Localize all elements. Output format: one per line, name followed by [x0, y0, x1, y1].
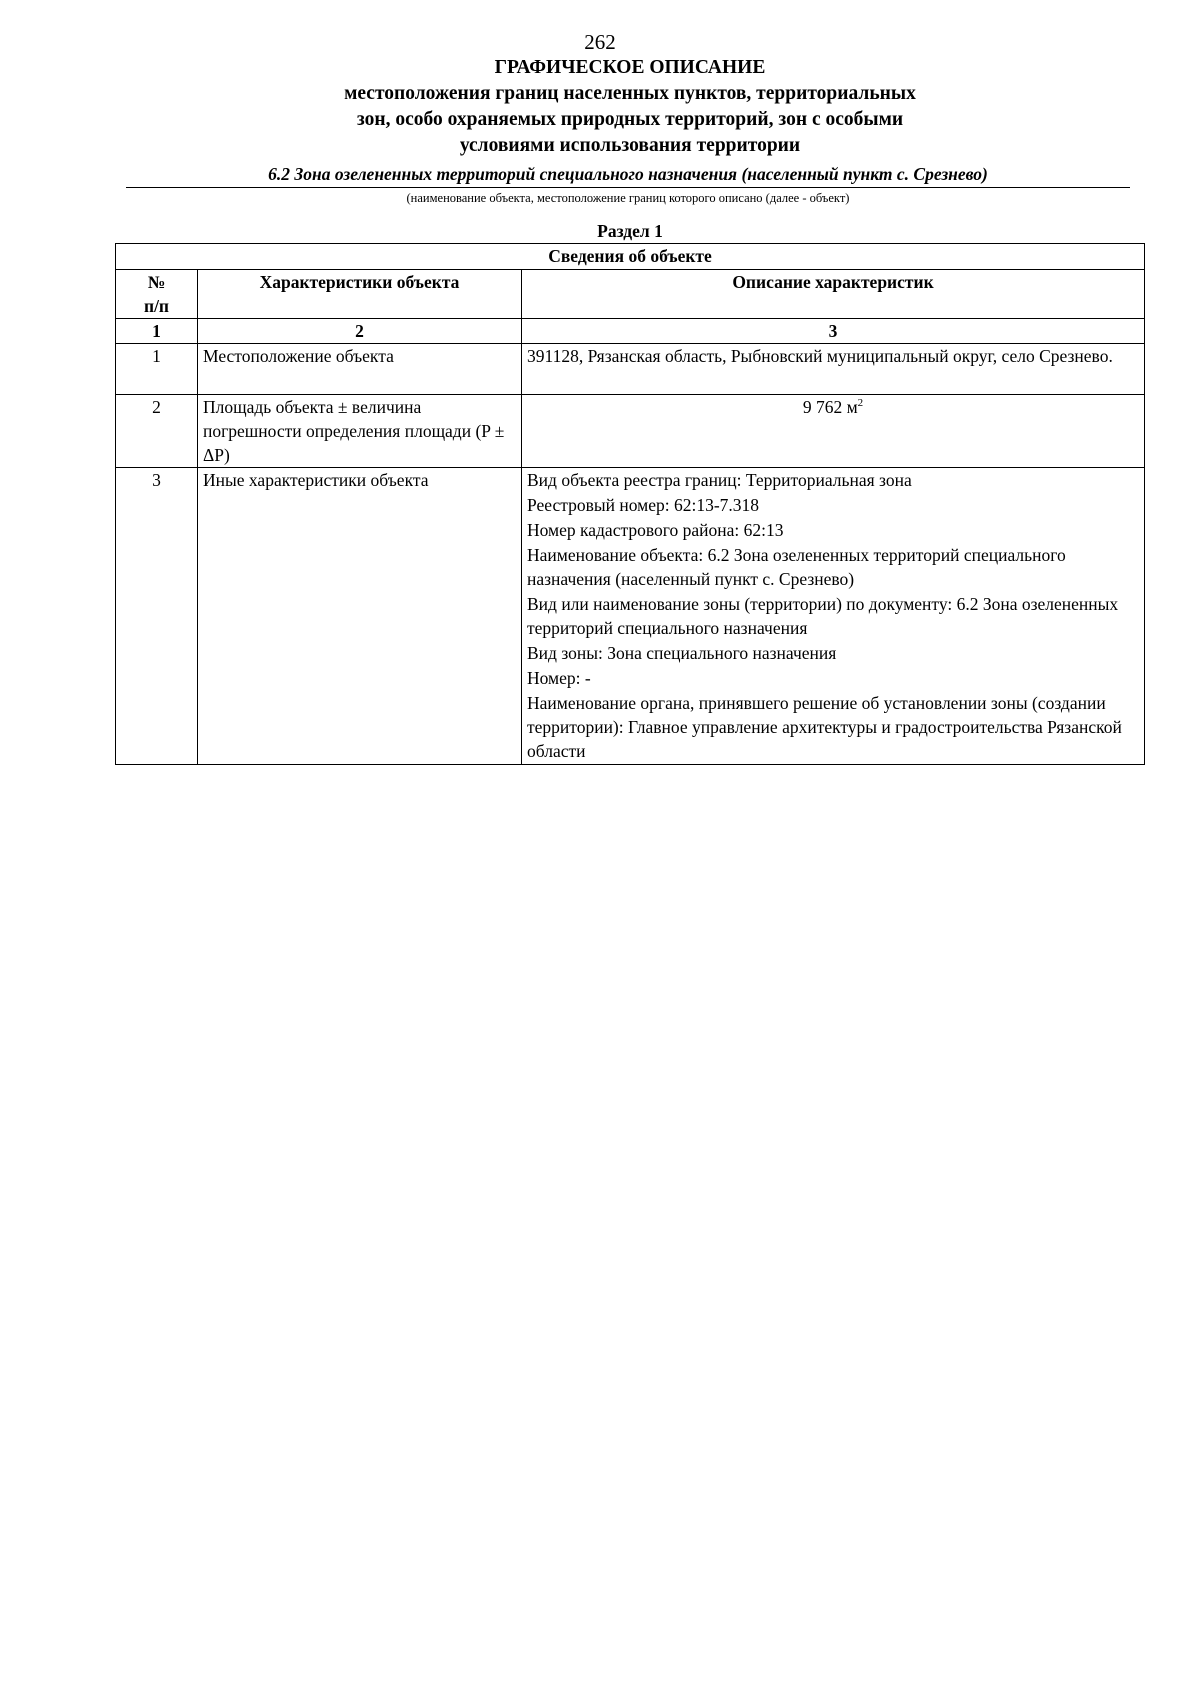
row-description: [522, 395, 1145, 468]
column-number: 3: [522, 319, 1145, 344]
column-number: 2: [198, 319, 522, 344]
area-unit-exponent: 2: [857, 397, 864, 410]
title-line: местоположения границ населенных пунктов, территориальных: [344, 83, 916, 104]
header-num: [116, 270, 198, 319]
description-item: Номер: -: [527, 668, 591, 688]
area-value: 9 762 м: [802, 397, 858, 417]
row-characteristic: Местоположение объекта: [198, 344, 522, 395]
description-item: Вид объекта реестра границ: Территориальная зона: [527, 470, 912, 490]
table-caption: Сведения об объекте: [116, 244, 1145, 270]
title-line: условиями использования территории: [459, 135, 801, 156]
title-main: ГРАФИЧЕСКОЕ ОПИСАНИЕ: [494, 57, 766, 78]
table-header-row: [116, 270, 1145, 319]
title-line: зон, особо охраняемых природных территорий, зон с особыми: [356, 109, 904, 130]
header-num-line1: №: [147, 272, 166, 292]
description-item: Вид зоны: Зона специального назначения: [527, 643, 837, 663]
row-description: [522, 468, 1145, 765]
section-title: Раздел 1: [597, 221, 663, 241]
document-title: [250, 55, 1010, 159]
page-number: 262: [584, 30, 616, 54]
table-row: [116, 468, 1145, 765]
table-row: [116, 395, 1145, 468]
description-item: Наименование органа, принявшего решение об установлении зоны (создании территории): Главное управление архитектуры и градостроительства Рязанской области: [527, 693, 1122, 761]
object-info-table: [115, 243, 1145, 765]
row-characteristic: Иные характеристики объекта: [198, 468, 522, 765]
description-item: Номер кадастрового района: 62:13: [527, 520, 784, 540]
object-caption: (наименование объекта, местоположение границ которого описано (далее - объект): [406, 191, 850, 205]
row-description: 391128, Рязанская область, Рыбновский муниципальный округ, село Срезнево.: [522, 344, 1145, 395]
header-characteristics: Характеристики объекта: [198, 270, 522, 319]
header-num-line2: п/п: [143, 296, 170, 316]
description-item: Наименование объекта: 6.2 Зона озелененных территорий специального назначения (населенный пункт с. Срезнево): [527, 545, 1066, 589]
header-description: Описание характеристик: [522, 270, 1145, 319]
object-name-underline: [126, 187, 1130, 188]
row-number: 3: [116, 468, 198, 765]
description-item: Реестровый номер: 62:13-7.318: [527, 495, 760, 515]
row-number: 2: [116, 395, 198, 468]
row-number: 1: [116, 344, 198, 395]
description-item: Вид или наименование зоны (территории) по документу: 6.2 Зона озелененных территорий специального назначения: [527, 594, 1119, 638]
column-number-row: [116, 319, 1145, 344]
row-characteristic: Площадь объекта ± величина погрешности определения площади (P ± ΔP): [198, 395, 522, 468]
object-name: 6.2 Зона озелененных территорий специального назначения (населенный пункт с. Срезнево): [268, 164, 988, 184]
table-row: [116, 344, 1145, 395]
table-caption-row: [116, 244, 1145, 270]
column-number: 1: [116, 319, 198, 344]
